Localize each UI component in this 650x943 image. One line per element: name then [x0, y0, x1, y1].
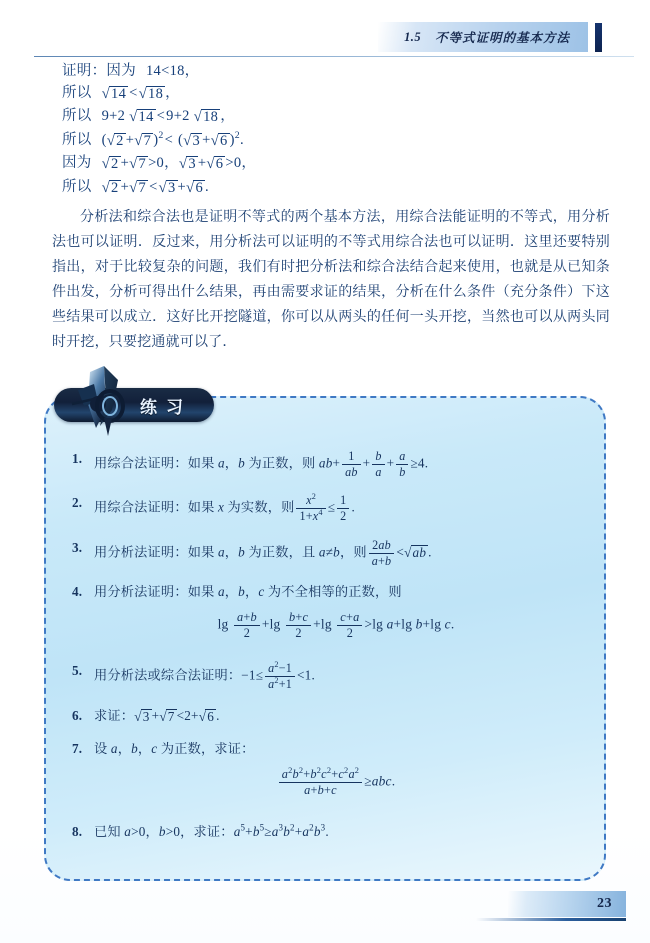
proof-line — [0, 86, 650, 103]
exercise-item — [72, 823, 578, 841]
header-accent-bar — [595, 23, 602, 52]
proof-connector: 所以 — [62, 131, 92, 148]
exercise-number: 2. — [72, 495, 83, 511]
proof-connector: 所以 — [62, 179, 92, 196]
exercise-list — [72, 450, 578, 841]
exercise-text: 用分析法证明：如果 a，b 为正数，且 a≠b，则 $\frac{2ab}{a+b}$ < √ ab . — [94, 537, 432, 568]
page-number: 23 — [597, 896, 612, 911]
exercise-section — [44, 396, 606, 881]
exercise-number: 6. — [72, 707, 83, 723]
proof-line — [0, 129, 650, 150]
exercise-text: 用分析法证明：如果 a，b，c 为不全相等的正数，则 — [94, 584, 402, 600]
exercise-item — [72, 494, 578, 522]
running-header — [0, 22, 650, 54]
proof-line — [0, 109, 650, 126]
proof-connector: 所以 — [62, 108, 92, 125]
proof-connector: 因为 — [62, 155, 92, 172]
exercise-number: 3. — [72, 539, 83, 555]
exercise-text: 用分析法或综合法证明：−1≤ $\frac{a^2-1}{a^2+1}$ <1. — [94, 660, 315, 691]
proof-math: √ 2 + √ 7 < √ 3 + √ 6 . — [101, 179, 209, 197]
proof-line — [0, 180, 650, 197]
exercise-number: 8. — [72, 824, 83, 840]
exercise-item — [72, 539, 578, 567]
proof-block — [0, 64, 650, 355]
exercise-display-formula: $\frac{a^2b^2+b^2c^2+c^2a^2}{a+b+c}$ ≥abc. — [94, 768, 578, 797]
exercise-item — [72, 740, 578, 797]
exercise-item — [72, 450, 578, 478]
header-divider-rule — [34, 56, 634, 57]
exercise-badge — [42, 366, 292, 436]
exercise-text: 已知 a>0，b>0，求证：$a^5+b^5\ge a^3b^2+a^2b^3$. — [94, 822, 329, 840]
pen-nib-icon — [42, 360, 172, 438]
exercise-panel — [44, 396, 606, 881]
exercise-item — [72, 662, 578, 690]
body-paragraph: 分析法和综合法也是证明不等式的两个基本方法，用综合法能证明的不等式，用分析法也可以证明．反过来，用分析法可以证明的不等式用综合法也可以证明．这里还要特别指出，对于比较复杂的问题，我们有时把分析法和综合法结合起来使用，也就是从已知条件出发，分析可得出什么结果，再由需要求证的结果，分析在什么条件（充分条件）下这些结果可以成立．这好比开挖隧道，你可以从两头的任何一头开挖，当然也可以从两头同时开挖，只要挖通就可以了． — [52, 209, 610, 350]
exercise-number: 7. — [72, 741, 83, 757]
header-section-title: 不等式证明的基本方法 — [434, 31, 570, 45]
page-footer — [0, 887, 650, 917]
proof-math: √ 2 + √ 7 >0， √ 3 + √ 6 >0， — [101, 155, 257, 173]
proof-line — [0, 64, 650, 79]
proof-math: 14<18， — [146, 63, 200, 79]
exercise-item — [72, 707, 578, 725]
exercise-badge-label: 练习 — [140, 398, 192, 417]
header-plate — [378, 22, 588, 52]
proof-line — [0, 156, 650, 173]
proof-connector: 所以 — [62, 84, 92, 101]
exercise-text: 用综合法证明：如果 x 为实数，则 $\frac{x^2}{1+x^4}$ ≤ $\frac{1}{2}$ . — [94, 492, 355, 524]
exercise-number: 1. — [72, 451, 83, 466]
exercise-text: 用综合法证明：如果 a，b 为正数，则 ab+ $\frac{1}{ab}$ + $\frac{b}{a}$ + $\frac{a}{b}$ ≥4. — [94, 449, 429, 479]
exercise-item — [72, 583, 578, 640]
proof-label: 证明：因为 — [62, 63, 136, 79]
folio-plate — [508, 891, 626, 917]
exercise-number: 5. — [72, 663, 83, 679]
exercise-text: 设 a，b，c 为正数，求证： — [94, 741, 255, 757]
proof-math: ( √ 2 + √ 7 )$^2$< ( √ 3 + √ 6 )$^2$. — [101, 129, 244, 149]
exercise-display-formula: lg $\frac{a+b}{2}$ +lg $\frac{b+c}{2}$ +lg $\frac{c+a}{2}$ >lg a+lg b+lg c. — [217, 610, 455, 641]
proof-math: √ 14 < √ 18 ， — [101, 84, 180, 102]
header-section-number: 1.5 — [404, 29, 421, 44]
proof-math: 9+2 √ 14 <9+2 √ 18 ， — [101, 108, 235, 126]
exercise-number: 4. — [72, 584, 83, 600]
folio-rule — [476, 918, 626, 921]
exercise-text: 求证： √ 3 + √ 7 <2+ √ 6 . — [94, 707, 220, 724]
